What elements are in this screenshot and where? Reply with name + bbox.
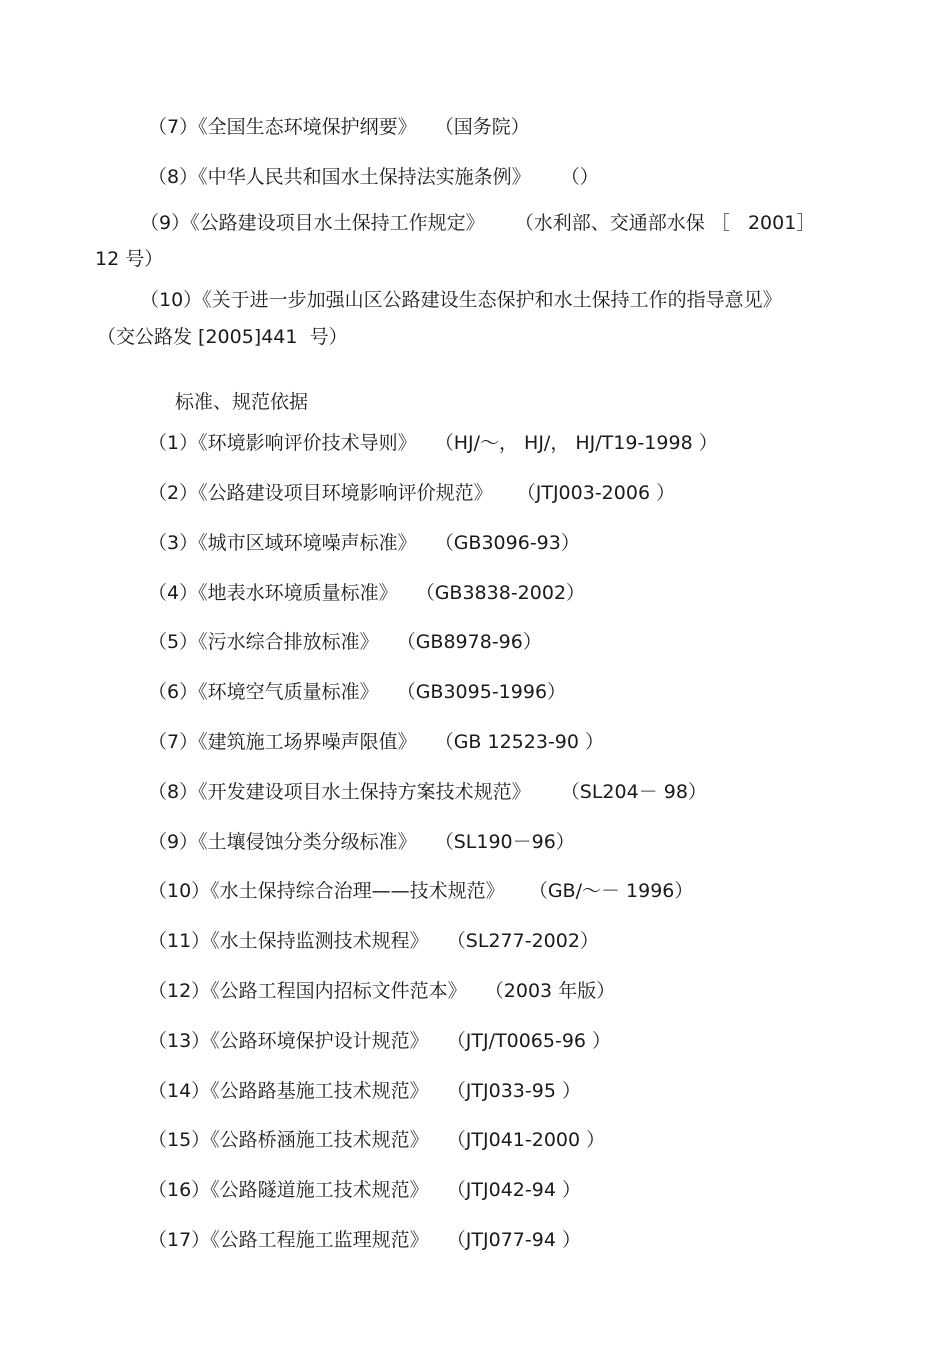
standards-heading: 标准、规范依据: [175, 391, 309, 413]
standard-item: （3）《城市区域环境噪声标准》 （GB3096-93）: [148, 532, 580, 554]
standard-item: （6）《环境空气质量标准》 （GB3095-1996）: [148, 681, 567, 703]
law-item-7: （7）《全国生态环境保护纲要》 （国务院）: [148, 116, 530, 138]
law-item-10: （10）《关于进一步加强山区公路建设生态保护和水土保持工作的指导意见》: [140, 289, 782, 311]
standard-item: （11）《水土保持监测技术规程》 （SL277-2002）: [148, 930, 599, 952]
standard-item: （15）《公路桥涵施工技术规范》 （JTJ041-2000 ）: [148, 1129, 606, 1151]
standard-item: （8）《开发建设项目水土保持方案技术规范》 （SL204－ 98）: [148, 781, 707, 803]
standard-item: （9）《土壤侵蚀分类分级标准》 （SL190－96）: [148, 831, 575, 853]
law-item-9-continued: 12 号）: [95, 248, 164, 270]
standard-item: （10）《水土保持综合治理——技术规范》 （GB/～－ 1996）: [148, 880, 694, 902]
standard-item: （14）《公路路基施工技术规范》 （JTJ033-95 ）: [148, 1080, 581, 1102]
standard-item: （2）《公路建设项目环境影响评价规范》 （JTJ003-2006 ）: [148, 482, 676, 504]
standard-item: （13）《公路环境保护设计规范》 （JTJ/T0065-96 ）: [148, 1030, 612, 1052]
standard-item: （5）《污水综合排放标准》 （GB8978-96）: [148, 631, 542, 653]
law-item-9: （9）《公路建设项目水土保持工作规定》 （水利部、交通部水保 ［ 2001］: [140, 212, 816, 234]
law-item-8: （8）《中华人民共和国水土保持法实施条例》 （）: [148, 166, 599, 188]
standard-item: （1）《环境影响评价技术导则》 （HJ/～， HJ/， HJ/T19-1998 ）: [148, 432, 718, 454]
standard-item: （12）《公路工程国内招标文件范本》 （2003 年版）: [148, 980, 616, 1002]
law-item-10-continued: （交公路发 [2005]441 号）: [97, 326, 348, 348]
standard-item: （7）《建筑施工场界噪声限值》 （GB 12523-90 ）: [148, 731, 605, 753]
standard-item: （17）《公路工程施工监理规范》 （JTJ077-94 ）: [148, 1229, 581, 1251]
standard-item: （16）《公路隧道施工技术规范》 （JTJ042-94 ）: [148, 1179, 581, 1201]
standard-item: （4）《地表水环境质量标准》 （GB3838-2002）: [148, 582, 586, 604]
